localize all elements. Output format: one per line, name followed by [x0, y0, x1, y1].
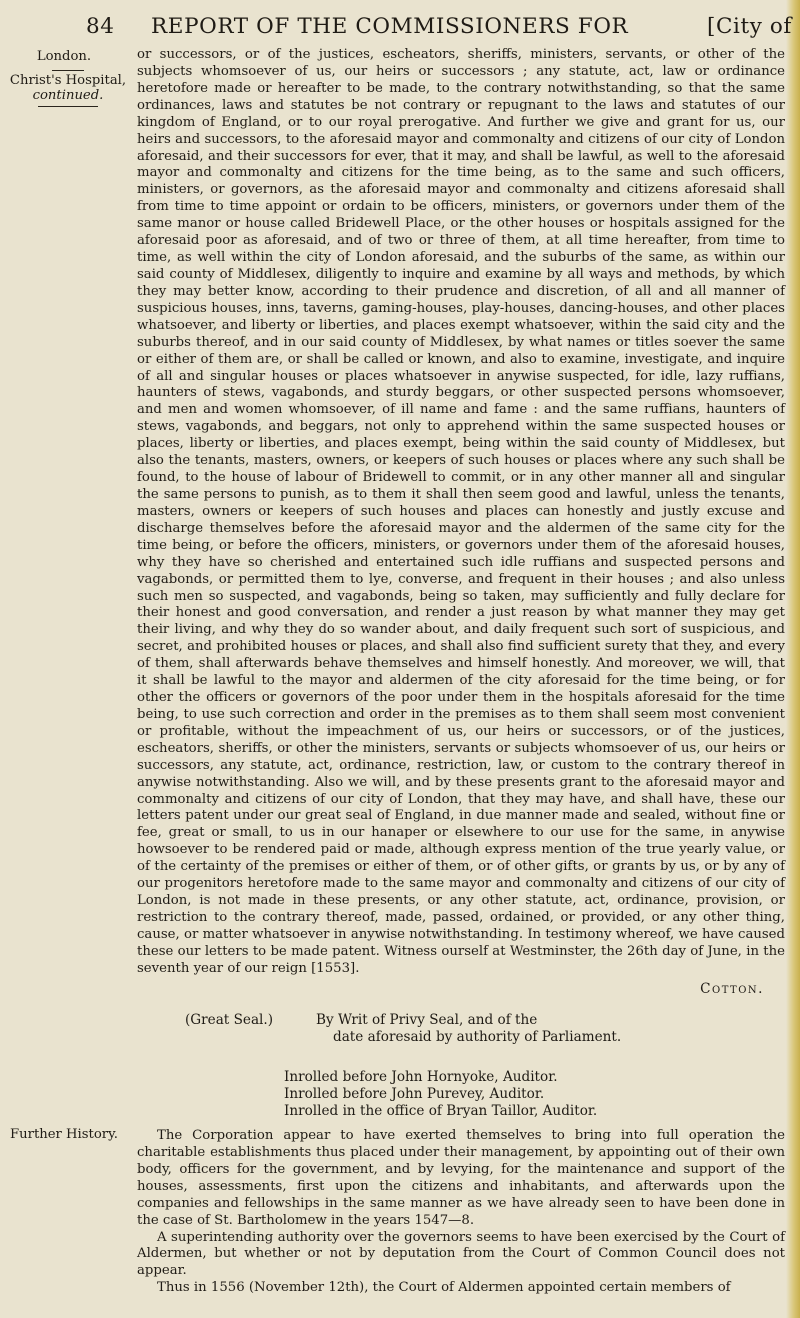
running-header	[78, 14, 794, 44]
enrolment-line: Inrolled before John Hornyoke, Auditor.	[284, 1069, 558, 1085]
page-number: 84	[86, 14, 115, 39]
great-seal-label: (Great Seal.)	[185, 1012, 274, 1028]
margin-rule-top	[52, 70, 84, 71]
signature-cotton: Cotton.	[700, 981, 764, 997]
running-title-right: [City of	[706, 14, 792, 39]
writ-text	[316, 1012, 736, 1046]
margin-note-christs-hospital	[4, 70, 132, 107]
enrolment-line: Inrolled before John Purevey, Auditor.	[284, 1086, 545, 1102]
running-title: REPORT OF THE COMMISSIONERS FOR	[151, 14, 629, 39]
charter-paragraph	[137, 47, 785, 978]
enrolment-line: Inrolled in the office of Bryan Taillor, Auditor.	[284, 1103, 598, 1119]
writ-line-2: date aforesaid by authority of Parliament.	[333, 1029, 622, 1045]
further-history-section	[137, 1128, 785, 1297]
margin-rule-bottom	[38, 106, 98, 107]
margin-note-further-history: Further History.	[10, 1127, 118, 1142]
page-edge	[786, 0, 800, 1318]
writ-line-1: By Writ of Privy Seal, and of the	[316, 1012, 538, 1028]
further-history-paragraph-3: Thus in 1556 (November 12th), the Court of Aldermen appointed certain members of	[157, 1280, 731, 1296]
charter-text: or successors, or of the justices, escheators, sheriffs, ministers, servants, or other of the subjects whomsoever of us, our heirs or successors ; any statute, act, law or ordinance heretofore made or hereafter to be made, to the contrary notwithstanding, so that the same ordinances, laws and statutes be not contrary or repugnant to the laws and statutes of our kingdom of England, or to our royal prerogative. And further we give and grant for us, our heirs and successors, to the aforesaid mayor and commonalty and citizens of our city of London aforesaid, and their successors for ever, that it may, and shall be lawful, as well to the aforesaid mayor and commonalty and citizens for the time being, as to the same and such officers, ministers, or governors, as the aforesaid mayor and commonalty and citizens aforesaid shall from time to time appoint or ordain to be officers, ministers, or governors under them of the same manor or house called Bridewell Place, or the other houses or hospitals assigned for the aforesaid poor as aforesaid, and of two or three of them, at all time hereafter, from time to time, as well within the city of London aforesaid, and the suburbs of the same, as within our said county of Middlesex, diligently to inquire and examine by all ways and methods, by which they may better know, according to their prudence and discretion, of all and all manner of suspicious houses, inns, taverns, gaming-houses, play-houses, dancing-houses, and other places whatsoever, and liberty or liberties, and places exempt whatsoever, within the said city and the suburbs thereof, and in our said county of Middlesex, by what names or titles soever the same or either of them are, or shall be called or known, and also to examine, investigate, and inquire of all and singular houses or places whatsoever in anywise suspected, for idle, lazy ruffians, haunters of stews, vagabonds, and sturdy beggars, or other suspected persons whomsoever, and men and women whomsoever, of ill name and fame : and the same ruffians, haunters of stews, vagabonds, and beggars, not only to apprehend within the same suspected houses or places, liberty or liberties, and places exempt, being within the said county of Middlesex, but also the tenants, masters, owners, or keepers of such houses or places where any such shall be found, to the house of labour of Bridewell to commit, or in any other manner all and singular the same persons to punish, as to them it shall then seem good and lawful, unless the tenants, masters, owners or keepers of such houses and places can honestly and justly excuse and discharge themselves before the aforesaid mayor and the aldermen of the same city for the time being, or before the officers, ministers, or governors under them of the aforesaid houses, why they have so cherished and entertained such idle ruffians and suspected persons and vagabonds, or permitted them to lye, converse, and frequent in their houses ; and also unless such men so suspected, and vagabonds, being so taken, may sufficiently and fully declare for their honest and good conversation, and render a just reason by what manner they may get their living, and why they do so wander about, and daily frequent such sort of suspicious, and secret, and prohibited houses or places, and shall also find sufficient surety that they, and every of them, shall afterwards behave themselves and himself honestly. And moreover, we will, that it shall be lawful to the mayor and aldermen of the city aforesaid for the time being, or for other the officers or governors of the poor under them in the hospitals aforesaid for the time being, to use such correction and order in the premises as to them shall seem most convenient or profitable, without the impeachment of us, our heirs or successors, or of the justices, escheators, sheriffs, or other the ministers, servants or subjects whomsoever of us, our heirs or successors, any statute, act, ordinance, restriction, law, or custom to the contrary thereof in anywise notwithstanding. Also we will, and by these presents grant to the aforesaid mayor and commonalty and citizens of our city of London, that they may have, and shall have, these our letters patent under our great seal of England, in due manner made and sealed, without fine or fee, great or small, to us in our hanaper or elsewhere to our use for the same, in anywise howsoever to be rendered paid or made, although express mention of the true yearly value, or of the certainty of the premises or either of them, or of other gifts, or grants by us, or by any of our progenitors heretofore made to the same mayor and commonalty and citizens of our city of London, is not made in these presents, or any other statute, act, ordinance, provision, or restriction to the contrary thereof, made, passed, ordained, or provided, or any other thing, cause, or matter whatsoever in anywise notwithstanding. In testimony whereof, we have caused these our letters to be made patent. Witness ourself at Westminster, the 26th day of June, in the seventh year of our reign [1553].	[137, 47, 785, 976]
further-history-paragraph-2: A superintending authority over the governors seems to have been exercised by the Court of Aldermen, but whether or not by deputation from the Court of Common Council does not appear.	[137, 1229, 785, 1279]
margin-note-christs-line2: continued.	[32, 88, 104, 103]
margin-note-london: London.	[36, 49, 92, 64]
further-history-paragraph-1: The Corporation appear to have exerted themselves to bring into full operation the charitable establishments thus placed under their management, by appointing out of their own body, officers for the government, and by levying, for the maintenance and support of the houses, assessments, first upon the citizens and inhabitants, and afterwards upon the companies and fellowships in the same manner as we have already seen to have been done in the case of St. Bartholomew in the years 1547—8.	[137, 1128, 785, 1228]
margin-note-christs-line1: Christ's Hospital,	[9, 73, 127, 88]
